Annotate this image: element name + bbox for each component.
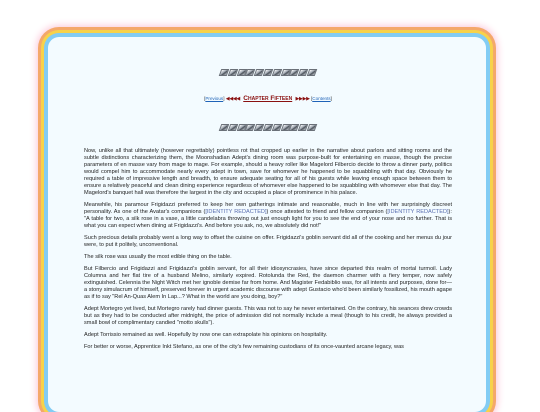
chapter-text — [84, 148, 452, 356]
paragraph: Meanwhile, his paramour Frigidazzi preferred to keep her own gatherings intimate and reasonable, much in line with her surprisingly discreet personality. As one of the Avatar's companions ([IDENTITY REDACTED]) once attested to friend and fellow companion ([IDENTITY REDACTED]): "A table for two, a silk rose in a vase, a little candelabra throwing out just enough light for you to see the end of your nose and no further. That is what you can expect when dining at Frigidazzi's. And before you ask, no, we absolutely did not!" — [84, 202, 452, 229]
arrows-left-icon: ◀◀◀◀ — [225, 96, 240, 102]
paragraph: Now, unlike all that ultimately (however regrettably) pointless rot that cropped up earlier in the narrative about parlors and sitting rooms and the subtle distinctions characterizing them, the Moonshadian Adept's dining room was purpose-built for entertaining en masse, though the precise parameters of en masse vary from mage to mage. For example, should a heavy roller like Magelord Filbercio decide to throw a dinner party, politics would compel him to accommodate nearly every adept in town, save for whomever he happened to be squabbling with that day. Obviously he required a table of impressive length and breadth, to ensure adequate seating for all of his guests while leaving enough space between them to ensure a relatively peaceful and clean dining experience regardless of whomever else happened to be squabbling with whomever else that day. The Magelord's banquet hall was therefore the largest in the city and occupied a place of prominence in his palace. — [84, 148, 452, 196]
previous-link[interactable]: Previous — [205, 96, 224, 101]
paragraph: Adept Mortegro yet lived, but Mortegro rarely had dinner guests. This was not to say he never entertained. On the contrary, his seances drew crowds but as they had to be conducted after midnight, the price of admission did not normally include a meal (though to his credit, he always provided a small bowl of complimentary candied "motto skulls"). — [84, 306, 452, 326]
arrows-right-icon: ▶▶▶▶ — [295, 96, 310, 102]
paragraph: Such precious details probably went a long way to offset the cuisine on offer. Frigidazzi's goblin servant did all of the cooking and her menus du jour were, to put it politely, unconventional. — [84, 235, 452, 248]
paragraph: Adept Torrissio remained as well. Hopefully by now one can extrapolate his opinions on hospitality. — [84, 332, 328, 338]
chapter-title: Chapter Fifteen — [243, 95, 293, 102]
chapter-nav: [Previous] ◀◀◀◀ Chapter Fifteen ▶▶▶▶ [Contents] — [204, 95, 332, 102]
redacted-identity: [IDENTITY REDACTED] — [387, 209, 449, 215]
paragraph: But Filbercio and Frigidazzi and Frigidazzi's goblin servant, for all their idiosyncrasies, have since departed this realm of mortal turmoil. Lady Columna and her flat tire of a husband Melino, similarly expired. Rotolunda the Red, the daemon charmer with a fiery temper, now safely extinguished. Celennia the Night Witch met her ignoble demise far from home. And Magister Fedabiblio was, for all intents and purposes, done for—a stony simulacrum of himself, preserved forever in urgent academic discourse with adept Gustacio who'd been similarly fossilized, his mouth agape as if to say "Rel An-Quas Alem In Lap...? What in the world are you doing, boy?" — [84, 266, 452, 300]
top-ornament — [84, 69, 452, 79]
redacted-identity: [IDENTITY REDACTED] — [205, 209, 267, 215]
contents-link[interactable]: Contents — [312, 96, 331, 101]
paragraph: The silk rose was usually the most edible thing on the table. — [84, 254, 232, 260]
content-frame — [48, 37, 486, 412]
paragraph: For better or worse, Apprentice Inkt Stefano, as one of the city's few remaining custodians of its once-vaunted arcane legacy, was — [84, 344, 404, 350]
bottom-ornament — [84, 124, 452, 134]
page-body — [84, 37, 452, 412]
